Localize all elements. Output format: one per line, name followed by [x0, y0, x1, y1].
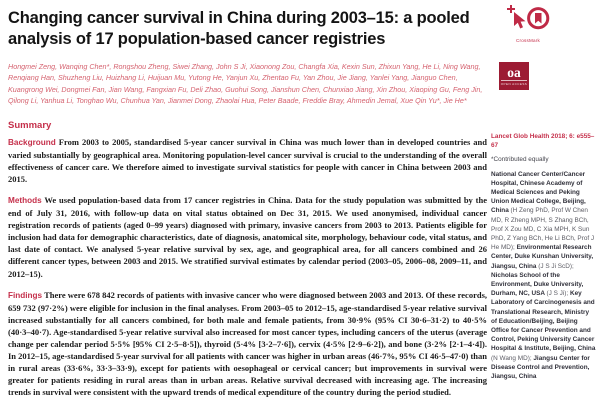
affiliation-name: Nicholas School of the Environment, Duke University, Durham, NC, USA: [491, 271, 584, 298]
summary-paragraph-findings: Findings There were 678 842 records of patients with invasive cancer who were diagnosed between 2003 and 2013. Of these records, 659 732 (97·2%) were eligible for inclusion in the final analyses. From 2003–05 to 2012–15, age-standardised 5-year relative survival increased substantially for all cancers combined, for both male and female patients, from 30·9% (95% CI 30·6–31·2) to 40·5% (40·3–40·7). Age-standardised 5-year relative survival also increased for most cancer types, including cancers of the uterus (average change per calendar period 5·5% [95% CI 2·5–8·5]), thyroid (5·4% [3·2–7·6]), cervix (4·5% [2·9–6·2]), and bone (3·2% [2·1–4·4]). In 2012–15, age-standardised 5-year survival for all patients with cancer was higher in urban areas (46·7%, 95% CI 46·5–47·0) than in rural areas (33·6%, 33·3–33·9), except for patients with oesophageal or cervical cancer; but improvements in survival were greater for patients residing in rural areas than in urban areas. Relative survival decreased with increasing age. The increasing trends in survival were consistent with the upward trends of medical expenditure of the country during the period studied.: [8, 289, 487, 398]
affiliation-authors: (J S Ji ScD);: [538, 262, 574, 270]
summary-heading: Summary: [8, 119, 52, 131]
section-label: Background: [8, 137, 56, 147]
summary-paragraph-methods: Methods We used population-based data from 17 cancer registries in China. Data for the study population was submitted by the end of July 31, 2016, with follow-up data on vital status obtained on Dec 31, 2015. We used anonymised, individual cancer registration records of patients (aged 0–99 years) diagnosed with primary, invasive cancers from 2003 to 2013. Patients eligible for inclusion had data for demographic characteristics, date of diagnosis, anatomical site, morphology, behaviour code, vital status, and last date of contact. We analysed 5-year relative survival by sex, age, and geographical area, for all cancers combined and 26 different cancer types, between 2003 and 2015. We stratified survival estimates by calendar period (2003–05, 2006–08, 2009–11, and 2012–15).: [8, 195, 487, 279]
title-line-2: analysis of 17 population-based cancer registries: [8, 29, 386, 48]
affiliation-authors: (J S Ji);: [546, 290, 570, 298]
journal-citation: Lancet Glob Health 2018; 6: e555–67: [491, 133, 595, 150]
title-line-1: Changing cancer survival in China during 2003–15: a pooled: [8, 9, 470, 27]
affiliation-name: Jiangsu Center for Disease Control and Prevention, Jiangsu, China: [491, 354, 590, 381]
main-column: [8, 0, 487, 408]
contributed-equally-note: *Contributed equally: [491, 156, 549, 164]
summary-section: [8, 120, 487, 399]
affiliation-name: Environmental Research Center, Duke Kunshan University, Jiangsu, China: [491, 244, 594, 270]
open-access-icon: oa: [507, 64, 521, 80]
affiliation-authors: (H Zeng PhD, Prof W Chen MD, R Zheng MPH, S Zhang BCh, Prof X Zou MD, C Xia MPH, K Sun PhD, Z Yang BCh, He Li BCh, Prof J He MD);: [491, 207, 595, 252]
section-label: Findings: [8, 290, 43, 300]
crossmark-icon: [506, 5, 550, 37]
crossmark-badge[interactable]: [502, 5, 554, 43]
affiliation-authors: (N Wang MD);: [491, 354, 534, 362]
affiliation-name: National Cancer Center/Cancer Hospital, Chinese Academy of Medical Sciences and Peking Union Medical College, Beijing, China: [491, 170, 586, 215]
affiliation-name: Key Laboratory of Carcinogenesis and Translational Research, Ministry of Education/Beijing, Beijing Office for Cancer Prevention and Control, Peking University Cancer Hospital & Institute, Beijing, China: [491, 290, 596, 353]
page-title: [8, 8, 487, 49]
crossmark-label: CrossMark: [515, 37, 540, 43]
section-label: Methods: [8, 196, 42, 205]
open-access-sublabel: OPEN ACCESS: [500, 82, 528, 87]
summary-paragraph-background: Background From 2003 to 2005, standardised 5-year cancer survival in China was much lower than in developed countries and varied substantially by geographical area. Monitoring population-level cancer survival is crucial to the understanding of the overall effectiveness of cancer care. We therefore aimed to investigate survival statistics for people with cancer in China between 2003 and 2015.: [8, 136, 487, 184]
author-list: Hongmei Zeng, Wanqing Chen*, Rongshou Zheng, Siwei Zhang, John S Ji, Xiaonong Zou, Changfa Xia, Kexin Sun, Zhixun Yang, He Li, Ning Wang, Renqiang Han, Shuzheng Liu, Huizhang Li, Huijuan Mu, Yutong He, Yanjun Xu, Zhentao Fu, Yan Zhou, Jie Jiang, Yanlei Yang, Jianguo Chen, Kuangrong Wei, Dongmei Fan, Jian Wang, Fangxian Fu, Deli Zhao, Guohui Song, Jianshun Chen, Chunxiao Jiang, Xin Zhou, Xiaoping Gu, Feng Jin, Qilong Li, Yanhua Li, Tonghao Wu, Chunhua Yan, Jianmei Dong, Zhaolai Hua, Peter Baade, Freddie Bray, Ahmedin Jemal, Xue Qin Yu*, Jie He*: [8, 62, 483, 106]
summary-paragraphs: [8, 136, 487, 399]
sidebar-metadata: [491, 132, 596, 381]
open-access-badge: [499, 62, 529, 90]
affiliations-block: [491, 170, 596, 382]
